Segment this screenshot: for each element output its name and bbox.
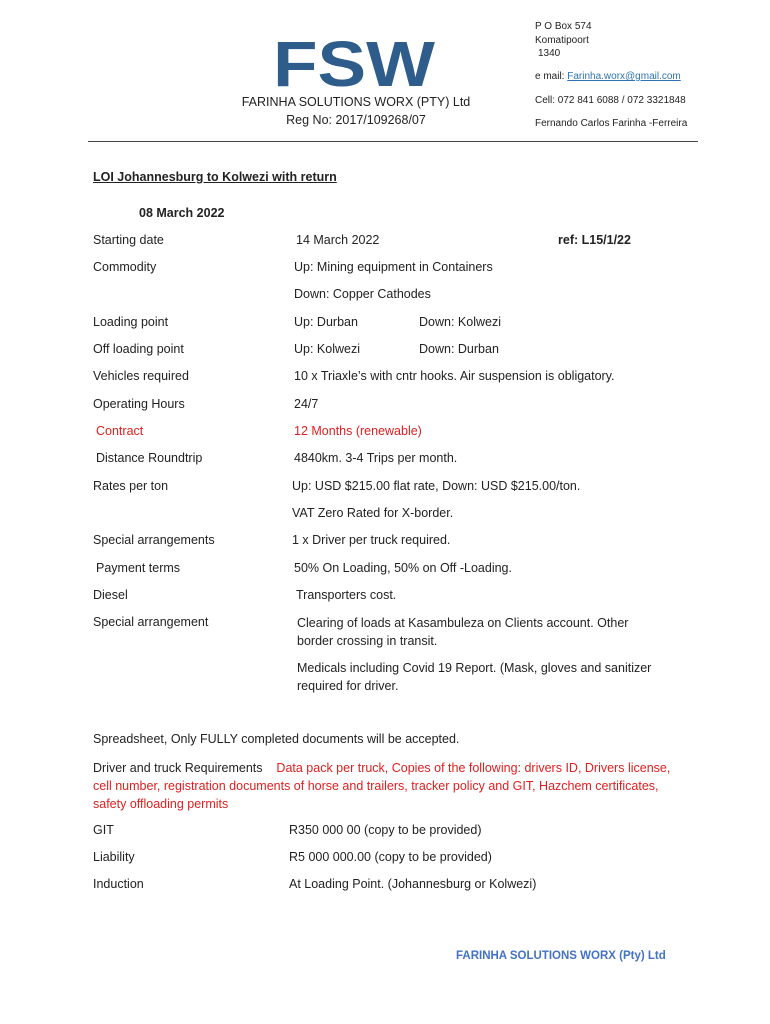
header-divider	[88, 141, 698, 142]
diesel-value: Transporters cost.	[296, 588, 397, 602]
vat-note: VAT Zero Rated for X-border.	[292, 506, 454, 520]
payment-terms-value: 50% On Loading, 50% on Off -Loading.	[294, 561, 512, 575]
payment-terms-label: Payment terms	[96, 561, 181, 575]
svg-text:FSW: FSW	[273, 36, 436, 88]
registration-number: Reg No: 2017/109268/07	[286, 113, 426, 127]
liability-label: Liability	[93, 850, 135, 864]
diesel-label: Diesel	[93, 588, 128, 602]
rates-label: Rates per ton	[93, 479, 169, 493]
starting-date-label: Starting date	[93, 233, 164, 247]
offloading-point-up: Up: Kolwezi	[294, 342, 360, 356]
spreadsheet-note: Spreadsheet, Only FULLY completed documents will be accepted.	[93, 732, 460, 746]
email-line	[535, 71, 681, 82]
address-line-1: P O Box 574	[535, 21, 592, 32]
requirements-paragraph	[93, 759, 671, 813]
clearing-note: Clearing of loads at Kasambuleza on Clients account. Other border crossing in transit.	[297, 616, 629, 648]
email-label: e mail:	[535, 71, 568, 82]
loading-point-up: Up: Durban	[294, 315, 358, 329]
commodity-up: Up: Mining equipment in Containers	[294, 260, 493, 274]
vehicles-value: 10 x Triaxle’s with cntr hooks. Air suspension is obligatory.	[294, 369, 615, 383]
git-label: GIT	[93, 823, 114, 837]
induction-value: At Loading Point. (Johannesburg or Kolwezi)	[289, 877, 537, 891]
cell-numbers: Cell: 072 841 6088 / 072 3321848	[535, 95, 686, 106]
footer-company-name: FARINHA SOLUTIONS WORX (Pty) Ltd	[456, 950, 666, 962]
induction-label: Induction	[93, 877, 144, 891]
rates-value: Up: USD $215.00 flat rate, Down: USD $215.00/ton.	[292, 479, 581, 493]
email-link[interactable]: Farinha.worx@gmail.com	[567, 71, 681, 82]
document-title: LOI Johannesburg to Kolwezi with return	[93, 170, 337, 184]
fsw-logo	[272, 36, 436, 88]
starting-date-value: 14 March 2022	[296, 233, 380, 247]
address-line-2: Komatipoort	[535, 35, 589, 46]
requirements-text: Data pack per truck, Copies of the following: drivers ID, Drivers license, cell number, registration documents of horse and trailers, tracker policy and GIT, Hazchem certificates, safety offloading permits	[93, 761, 671, 811]
loading-point-down: Down: Kolwezi	[419, 315, 501, 329]
distance-label: Distance Roundtrip	[96, 451, 203, 465]
contract-value: 12 Months (renewable)	[294, 424, 422, 438]
special-arrangements-label: Special arrangements	[93, 533, 215, 547]
liability-value: R5 000 000.00 (copy to be provided)	[289, 850, 492, 864]
requirements-label: Driver and truck Requirements	[93, 761, 263, 775]
vehicles-label: Vehicles required	[93, 369, 189, 383]
offloading-point-down: Down: Durban	[419, 342, 499, 356]
medicals-note: Medicals including Covid 19 Report. (Mask, gloves and sanitizer required for driver.	[297, 661, 652, 693]
loading-point-label: Loading point	[93, 315, 169, 329]
reference-number: ref: L15/1/22	[558, 233, 631, 247]
contract-label: Contract	[96, 424, 144, 438]
operating-hours-label: Operating Hours	[93, 397, 185, 411]
operating-hours-value: 24/7	[294, 397, 319, 411]
document-date: 08 March 2022	[139, 206, 225, 220]
address-line-3: 1340	[538, 48, 561, 59]
commodity-down: Down: Copper Cathodes	[294, 287, 431, 301]
commodity-label: Commodity	[93, 260, 157, 274]
git-value: R350 000 00 (copy to be provided)	[289, 823, 482, 837]
distance-value: 4840km. 3-4 Trips per month.	[294, 451, 458, 465]
offloading-point-label: Off loading point	[93, 342, 184, 356]
contact-person: Fernando Carlos Farinha -Ferreira	[535, 118, 688, 129]
special-arrangements-value: 1 x Driver per truck required.	[292, 533, 451, 547]
company-name: FARINHA SOLUTIONS WORX (PTY) Ltd	[241, 95, 471, 109]
special-arrangement-label: Special arrangement	[93, 615, 209, 629]
